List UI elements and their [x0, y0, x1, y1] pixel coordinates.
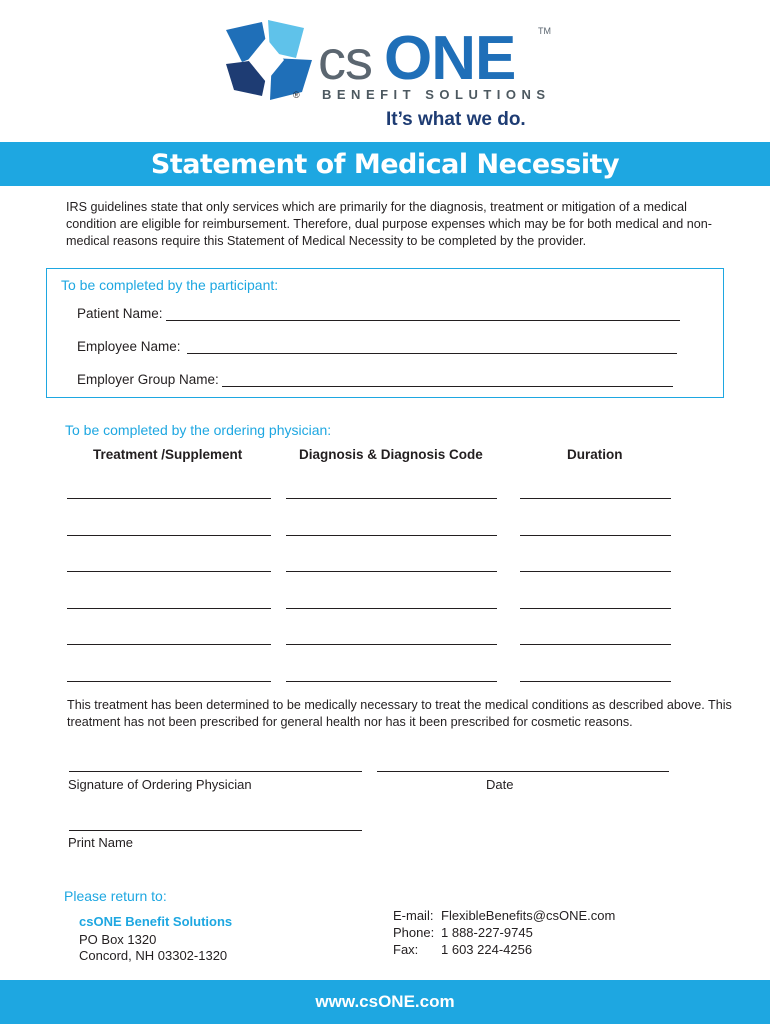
participant-heading: To be completed by the participant:	[61, 277, 279, 293]
footer-website-link[interactable]: www.csONE.com	[315, 992, 455, 1011]
logo-one-text: ONE	[384, 24, 516, 93]
logo-subtitle: BENEFIT SOLUTIONS	[322, 87, 551, 102]
column-header-diagnosis: Diagnosis & Diagnosis Code	[299, 447, 483, 462]
employee-name-field[interactable]	[187, 339, 677, 354]
patient-name-label: Patient Name:	[77, 306, 163, 321]
duration-entry-field[interactable]	[520, 644, 671, 645]
patient-name-row	[77, 306, 680, 321]
employer-group-row	[77, 372, 673, 387]
logo-trademark: TM	[538, 26, 551, 36]
page-title: Statement of Medical Necessity	[150, 148, 620, 180]
diagnosis-entry-field[interactable]	[286, 571, 497, 572]
patient-name-field[interactable]	[166, 306, 680, 321]
phone-value: 1 888-227-9745	[441, 925, 533, 940]
email-label: E-mail:	[393, 908, 434, 923]
phone-label: Phone:	[393, 925, 435, 940]
date-field[interactable]	[377, 771, 669, 772]
medical-necessity-statement: This treatment has been determined to be medically necessary to treat the medical conditions as described above. This treatment has not been prescribed for general health nor has it been prescribed for cosmetic reasons.	[67, 698, 732, 729]
signature-field[interactable]	[69, 771, 362, 772]
duration-entry-field[interactable]	[520, 681, 671, 682]
logo-registered: ®	[293, 90, 300, 100]
return-heading: Please return to:	[64, 888, 167, 904]
email-value[interactable]: FlexibleBenefits@csONE.com	[441, 908, 616, 923]
return-company: csONE Benefit Solutions	[79, 914, 233, 929]
physician-heading: To be completed by the ordering physician:	[65, 422, 332, 438]
diagnosis-entry-field[interactable]	[286, 681, 497, 682]
treatment-entry-field[interactable]	[67, 498, 271, 499]
employer-group-label: Employer Group Name:	[77, 372, 219, 387]
treatment-entry-field[interactable]	[67, 535, 271, 536]
csone-logo-mark-icon	[222, 18, 314, 104]
treatment-entry-field[interactable]	[67, 608, 271, 609]
intro-paragraph: IRS guidelines state that only services which are primarily for the diagnosis, treatment or mitigation of a medical condition are eligible for reimbursement. Therefore, dual purpose expenses which may be for both medical and non-medical reasons require this Statement of Medical Necessity to be completed by the provider.	[66, 200, 712, 248]
diagnosis-entry-field[interactable]	[286, 608, 497, 609]
fax-label: Fax:	[393, 942, 419, 957]
print-name-field[interactable]	[69, 830, 362, 831]
column-header-duration: Duration	[567, 447, 623, 462]
treatment-entry-field[interactable]	[67, 644, 271, 645]
employee-name-label: Employee Name:	[77, 339, 181, 354]
return-city: Concord, NH 03302-1320	[79, 948, 228, 963]
fax-value: 1 603 224-4256	[441, 942, 533, 957]
treatment-entry-field[interactable]	[67, 571, 271, 572]
employee-name-row	[77, 339, 677, 354]
date-label: Date	[486, 777, 514, 792]
duration-entry-field[interactable]	[520, 535, 671, 536]
column-header-treatment: Treatment /Supplement	[93, 447, 243, 462]
duration-entry-field[interactable]	[520, 498, 671, 499]
return-po-box: PO Box 1320	[79, 932, 157, 947]
diagnosis-entry-field[interactable]	[286, 644, 497, 645]
title-banner	[0, 142, 770, 186]
tagline: It’s what we do.	[386, 109, 526, 130]
print-name-label: Print Name	[68, 835, 134, 850]
footer-banner	[0, 980, 770, 1024]
duration-entry-field[interactable]	[520, 571, 671, 572]
logo-cs-text: cs	[318, 28, 372, 91]
duration-entry-field[interactable]	[520, 608, 671, 609]
signature-label: Signature of Ordering Physician	[68, 777, 252, 792]
diagnosis-entry-field[interactable]	[286, 498, 497, 499]
diagnosis-entry-field[interactable]	[286, 535, 497, 536]
treatment-entry-field[interactable]	[67, 681, 271, 682]
employer-group-field[interactable]	[222, 372, 673, 387]
